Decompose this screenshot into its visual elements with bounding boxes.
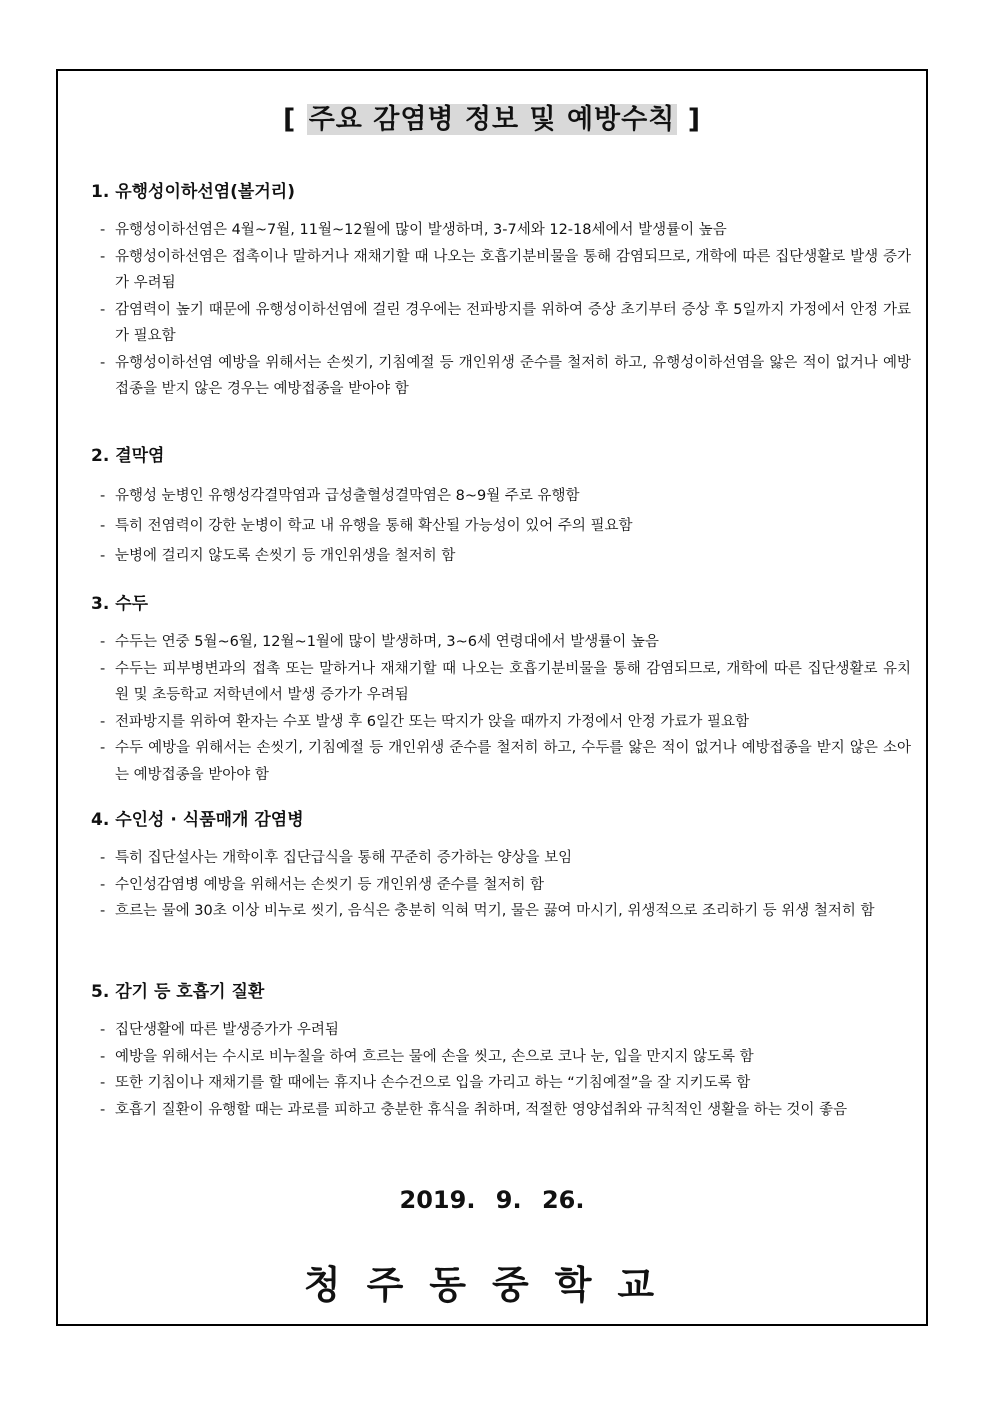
document-frame [56, 69, 928, 1326]
list-item: - 수두 예방을 위해서는 손씻기, 기침예절 등 개인위생 준수를 철저히 하고, 수두를 앓은 적이 없거나 예방접종을 받지 않은 소아는 예방접종을 받아야 함 [91, 735, 911, 788]
section-mumps [91, 179, 911, 403]
section-respiratory-disease [91, 979, 911, 1123]
list-item: - 유행성이하선염은 4월~7월, 11월~12월에 많이 발생하며, 3-7세와 12-18세에서 발생률이 높음 [91, 217, 911, 244]
list-item: - 수두는 피부병변과의 접촉 또는 말하거나 재채기할 때 나오는 호흡기분비물을 통해 감염되므로, 개학에 따른 집단생활로 유치원 및 초등학교 저학년에서 발생 증가가 우려됨 [91, 656, 911, 709]
list-item: - 전파방지를 위하여 환자는 수포 발생 후 6일간 또는 딱지가 앉을 때까지 가정에서 안정 가료가 필요함 [91, 709, 911, 736]
section-chickenpox [91, 591, 911, 788]
bullet-list [91, 629, 911, 788]
bullet-list [91, 1017, 911, 1123]
title-text: 주요 감염병 정보 및 예방수칙 [308, 104, 676, 135]
list-item: - 눈병에 걸리지 않도록 손씻기 등 개인위생을 철저히 함 [91, 541, 911, 571]
section-heading: 4. 수인성 · 식품매개 감염병 [91, 810, 304, 830]
list-item: - 유행성이하선염 예방을 위해서는 손씻기, 기침예절 등 개인위생 준수를 철저히 하고, 유행성이하선염을 앓은 적이 없거나 예방접종을 받지 않은 경우는 예방접종을 받아야 함 [91, 350, 911, 403]
list-item: - 감염력이 높기 때문에 유행성이하선염에 걸린 경우에는 전파방지를 위하여 증상 초기부터 증상 후 5일까지 가정에서 안정 가료가 필요함 [91, 297, 911, 350]
list-item: - 흐르는 물에 30초 이상 비누로 씻기, 음식은 충분히 익혀 먹기, 물은 끓여 마시기, 위생적으로 조리하기 등 위생 철저히 함 [91, 898, 911, 925]
list-item: - 수두는 연중 5월~6월, 12월~1월에 많이 발생하며, 3~6세 연령대에서 발생률이 높음 [91, 629, 911, 656]
school-name: 청주동중학교 [303, 1263, 681, 1307]
bullet-list [91, 845, 911, 925]
list-item: - 예방을 위해서는 수시로 비누칠을 하여 흐르는 물에 손을 씻고, 손으로 코나 눈, 입을 만지지 않도록 함 [91, 1044, 911, 1071]
section-conjunctivitis [91, 443, 911, 571]
section-heading: 1. 유행성이하선염(볼거리) [91, 182, 295, 202]
list-item: - 유행성이하선염은 접촉이나 말하거나 재채기할 때 나오는 호흡기분비물을 통해 감염되므로, 개학에 따른 집단생활로 발생 증가가 우려됨 [91, 244, 911, 297]
section-heading: 5. 감기 등 호흡기 질환 [91, 982, 265, 1002]
list-item: - 호흡기 질환이 유행할 때는 과로를 피하고 충분한 휴식을 취하며, 적절한 영양섭취와 규칙적인 생활을 하는 것이 좋음 [91, 1097, 911, 1124]
section-heading: 3. 수두 [91, 594, 149, 614]
list-item: - 특히 집단설사는 개학이후 집단급식을 통해 꾸준히 증가하는 양상을 보임 [91, 845, 911, 872]
document-date: 2019. 9. 26. [399, 1186, 585, 1214]
section-heading: 2. 결막염 [91, 446, 165, 466]
title-bracket-close: ] [687, 104, 702, 135]
list-item: - 수인성감염병 예방을 위해서는 손씻기 등 개인위생 준수를 철저히 함 [91, 872, 911, 899]
document-title [58, 97, 926, 136]
list-item: - 집단생활에 따른 발생증가가 우려됨 [91, 1017, 911, 1044]
bullet-list [91, 481, 911, 571]
list-item: - 또한 기침이나 재채기를 할 때에는 휴지나 손수건으로 입을 가리고 하는 “기침예절”을 잘 지키도록 함 [91, 1070, 911, 1097]
section-waterborne-disease [91, 807, 911, 925]
title-bracket-open: [ [282, 104, 297, 135]
list-item: - 유행성 눈병인 유행성각결막염과 급성출혈성결막염은 8~9월 주로 유행함 [91, 481, 911, 511]
bullet-list [91, 217, 911, 403]
list-item: - 특히 전염력이 강한 눈병이 학교 내 유행을 통해 확산될 가능성이 있어 주의 필요함 [91, 511, 911, 541]
